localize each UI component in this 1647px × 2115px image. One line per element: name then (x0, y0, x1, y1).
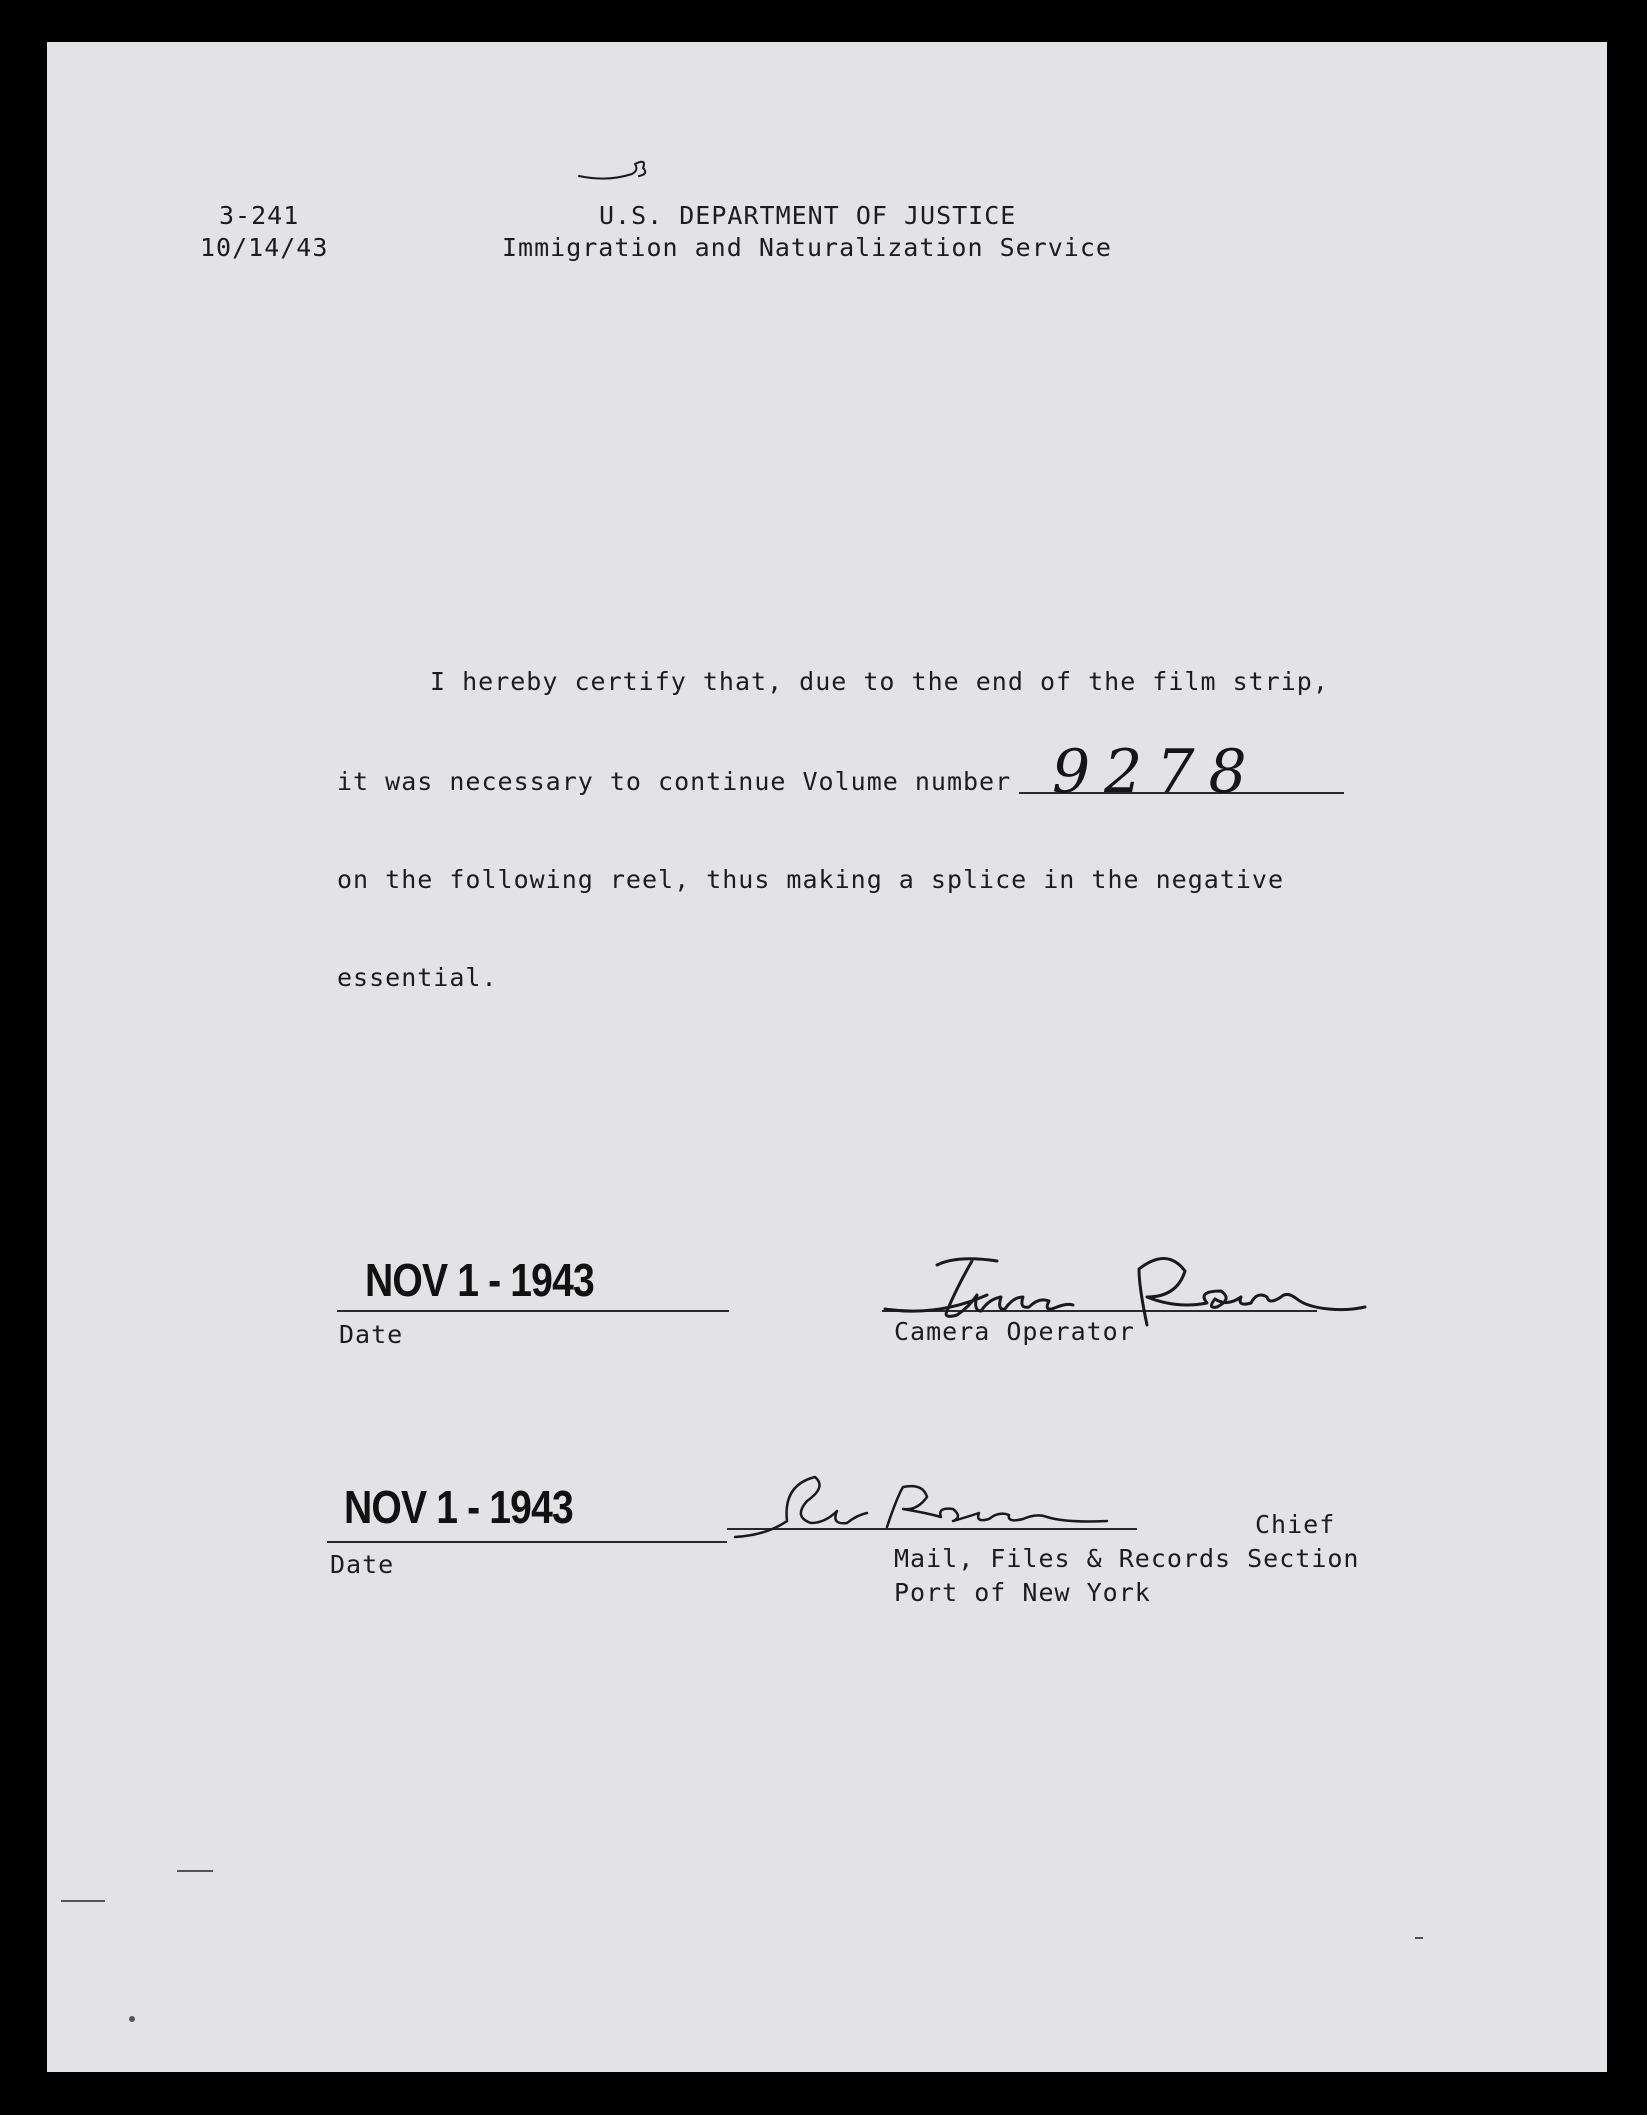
stray-mark (129, 2016, 135, 2022)
operator-date-line (337, 1310, 729, 1312)
pencil-mark-icon (577, 152, 667, 184)
form-number: 3-241 (219, 201, 300, 230)
department-title: U.S. DEPARTMENT OF JUSTICE (599, 201, 1017, 230)
operator-date-label: Date (339, 1320, 404, 1349)
document-page (47, 42, 1607, 2072)
operator-date-stamp: NOV 1 - 1943 (365, 1254, 594, 1306)
stray-mark (1415, 1937, 1423, 1939)
chief-title: Chief (1255, 1510, 1336, 1539)
certificate-line-2: it was necessary to continue Volume number (337, 767, 1012, 796)
volume-number: 9278 (1052, 737, 1261, 807)
camera-operator-label: Camera Operator (894, 1317, 1135, 1346)
service-title: Immigration and Naturalization Service (502, 233, 1112, 262)
form-date: 10/14/43 (200, 233, 329, 262)
chief-signature (727, 1457, 1147, 1557)
chief-title-line-2: Mail, Files & Records Section (894, 1544, 1360, 1573)
chief-title-line-3: Port of New York (894, 1578, 1151, 1607)
chief-date-line (327, 1541, 727, 1543)
certificate-line-4: essential. (337, 963, 498, 992)
chief-date-stamp: NOV 1 - 1943 (344, 1481, 573, 1533)
chief-date-label: Date (330, 1550, 395, 1579)
stray-mark (61, 1900, 105, 1902)
certificate-line-1: I hereby certify that, due to the end of the film strip, (430, 667, 1329, 696)
stray-mark (177, 1870, 213, 1872)
certificate-line-3: on the following reel, thus making a splice in the negative (337, 865, 1285, 894)
